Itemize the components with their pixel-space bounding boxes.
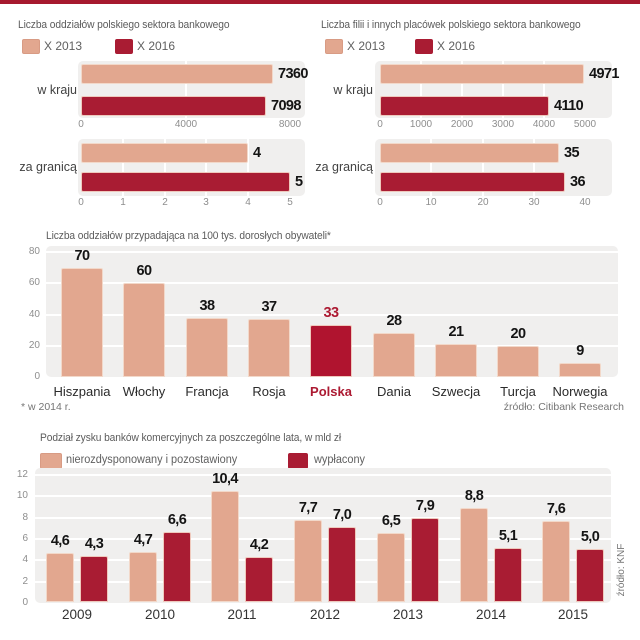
bar-norwegia: [559, 363, 601, 377]
bar-2013: [380, 64, 584, 84]
source-citibank: źródło: Citibank Research: [503, 401, 624, 413]
y-axis-label: 8: [22, 512, 28, 523]
value-label: 35: [564, 145, 579, 161]
category-label: Turcja: [500, 384, 536, 399]
category-label: 2015: [557, 607, 589, 622]
value-label: 7,7: [298, 500, 318, 516]
bar-dania: [373, 333, 415, 377]
bar-2016: [380, 96, 549, 116]
value-label: 5,0: [580, 529, 600, 545]
chart-title: Liczba oddziałów przypadająca na 100 tys. dorosłych obywateli*: [46, 230, 331, 242]
bar-polska: [310, 325, 352, 377]
legend-swatch-retained: [40, 453, 62, 469]
category-label: 2013: [392, 607, 424, 622]
bar-paid: [163, 532, 191, 602]
y-axis-label: 4: [22, 554, 28, 565]
category-label: Polska: [310, 384, 352, 399]
bar-szwecja: [435, 344, 477, 377]
bar-2013: [81, 64, 273, 84]
value-label: 4: [253, 145, 261, 161]
value-label: 7098: [271, 98, 301, 114]
row-label: w kraju: [37, 83, 77, 97]
axis-tick: 2000: [450, 119, 474, 130]
category-label: 2012: [309, 607, 341, 622]
axis-tick: 4000: [532, 119, 556, 130]
bar-retained: [129, 552, 157, 602]
row-label: w kraju: [333, 83, 373, 97]
value-label: 9: [576, 343, 584, 359]
value-label: 6,5: [381, 513, 401, 529]
y-axis-label: 6: [22, 533, 28, 544]
bar-2016: [81, 172, 290, 192]
category-label: 2010: [144, 607, 176, 622]
legend-swatch-2016: [415, 39, 433, 54]
legend-swatch-2016: [115, 39, 133, 54]
category-label: Francja: [185, 384, 229, 399]
axis-tick: 0: [78, 119, 84, 130]
value-label: 5,1: [498, 528, 518, 544]
axis-tick: 10: [425, 197, 437, 208]
value-label: 7,0: [332, 507, 352, 523]
category-label: Norwegia: [552, 384, 608, 399]
axis-tick: 0: [377, 197, 383, 208]
category-label: 2011: [227, 607, 257, 622]
bar-francja: [186, 318, 228, 377]
y-axis-label: 20: [28, 340, 40, 351]
bar-paid: [80, 556, 108, 602]
value-label: 7,6: [546, 501, 566, 517]
axis-tick: 8000: [278, 119, 302, 130]
chart-title: Liczba oddziałów polskiego sektora bankowego: [18, 19, 230, 31]
value-label: 7360: [278, 66, 308, 82]
category-label: 2014: [475, 607, 507, 622]
gridline: [46, 251, 618, 253]
bar-retained: [294, 520, 322, 602]
chart-title: Podział zysku banków komercyjnych za poszczególne lata, w mld zł: [40, 432, 342, 444]
bar-2013: [81, 143, 248, 163]
value-label: 4110: [554, 98, 584, 114]
value-label: 60: [136, 263, 152, 279]
category-label: Dania: [377, 384, 411, 399]
bar-2013: [380, 143, 559, 163]
value-label: 5: [295, 174, 303, 190]
legend-label-paid: wypłacony: [314, 454, 366, 466]
category-label: Hiszpania: [53, 384, 111, 399]
chart-title: Liczba filii i innych placówek polskiego sektora bankowego: [321, 19, 581, 31]
value-label: 37: [261, 299, 277, 315]
bar-2016: [81, 96, 266, 116]
legend-label-2013: X 2013: [44, 39, 83, 53]
value-label: 4971: [589, 66, 619, 82]
axis-tick: 20: [477, 197, 489, 208]
axis-tick: 0: [377, 119, 383, 130]
legend-label-2016: X 2016: [437, 39, 476, 53]
gridline: [35, 581, 611, 583]
row-label: za granicą: [19, 160, 77, 174]
y-axis-label: 10: [16, 490, 28, 501]
y-axis-label: 80: [28, 246, 40, 257]
axis-tick: 5000: [573, 119, 597, 130]
axis-tick: 5: [287, 197, 293, 208]
legend-label-retained: nierozdysponowany i pozostawiony: [66, 454, 238, 466]
row-label: za granicą: [315, 160, 373, 174]
bar-turcja: [497, 346, 539, 377]
legend-label-2016: X 2016: [137, 39, 176, 53]
bar-paid: [576, 549, 604, 602]
bar-paid: [494, 548, 522, 602]
value-label: 10,4: [212, 471, 238, 487]
axis-tick: 2: [162, 197, 168, 208]
legend-swatch-2013: [22, 39, 40, 54]
category-label: Rosja: [252, 384, 286, 399]
axis-tick: 0: [78, 197, 84, 208]
bar-rosja: [248, 319, 290, 377]
source-knf: źródło: KNF: [616, 543, 627, 597]
axis-tick: 4000: [174, 119, 198, 130]
gridline: [35, 495, 611, 497]
bar-włochy: [123, 283, 165, 377]
axis-tick: 3: [203, 197, 209, 208]
bar-hiszpania: [61, 268, 103, 377]
bar-retained: [46, 553, 74, 602]
value-label: 8,8: [464, 488, 484, 504]
top-rule: [0, 0, 640, 4]
category-label: Włochy: [122, 384, 166, 399]
legend-swatch-2013: [325, 39, 343, 54]
axis-tick: 1000: [409, 119, 433, 130]
bar-2016: [380, 172, 565, 192]
y-axis-label: 60: [28, 277, 40, 288]
gridline: [35, 474, 611, 476]
value-label: 33: [323, 305, 339, 321]
bar-paid: [328, 527, 356, 602]
value-label: 38: [199, 298, 215, 314]
axis-tick: 30: [528, 197, 540, 208]
axis-tick: 40: [579, 197, 591, 208]
y-axis-label: 0: [34, 371, 40, 382]
value-label: 7,9: [415, 498, 435, 514]
y-axis-label: 40: [28, 309, 40, 320]
legend-swatch-paid: [288, 453, 308, 469]
axis-tick: 4: [245, 197, 251, 208]
value-label: 4,7: [133, 532, 153, 548]
axis-tick: 1: [120, 197, 126, 208]
gridline: [35, 559, 611, 561]
value-label: 36: [570, 174, 585, 190]
bar-paid: [245, 557, 273, 602]
value-label: 4,2: [249, 537, 269, 553]
legend-label-2013: X 2013: [347, 39, 386, 53]
bar-retained: [460, 508, 488, 602]
value-label: 4,6: [50, 533, 70, 549]
category-label: Szwecja: [431, 384, 481, 399]
value-label: 4,3: [84, 536, 104, 552]
bar-paid: [411, 518, 439, 602]
y-axis-label: 12: [16, 469, 28, 480]
value-label: 20: [510, 326, 526, 342]
y-axis-label: 0: [22, 597, 28, 608]
value-label: 21: [448, 324, 464, 340]
category-label: 2009: [61, 607, 93, 622]
footnote: * w 2014 r.: [21, 401, 71, 413]
y-axis-label: 2: [22, 576, 28, 587]
axis-tick: 3000: [491, 119, 515, 130]
value-label: 70: [74, 248, 90, 264]
value-label: 6,6: [167, 512, 187, 528]
value-label: 28: [386, 313, 402, 329]
bar-retained: [377, 533, 405, 602]
